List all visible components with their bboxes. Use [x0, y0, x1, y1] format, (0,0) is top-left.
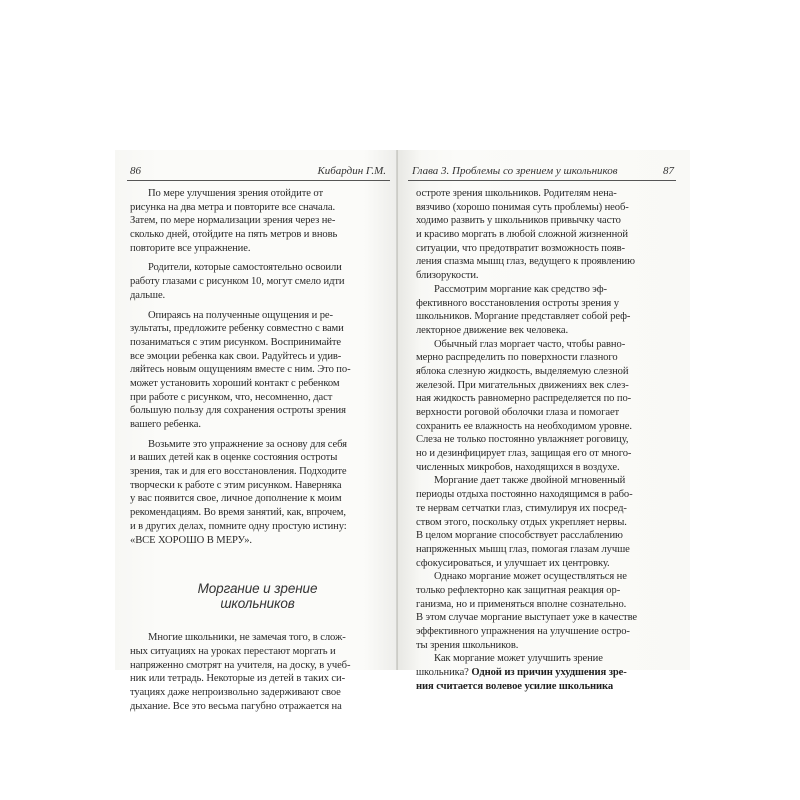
text-line: и в других делах, помните одну простую истину: — [130, 520, 347, 532]
text-line: Слеза не только постоянно увлажняет роговицу, — [416, 434, 629, 446]
header-rule — [408, 180, 676, 181]
text-line: «ВСЕ ХОРОШО В МЕРУ». — [130, 534, 252, 546]
running-head: Кибардин Г.М. — [317, 165, 386, 177]
text-line: у вас появится свое, личное дополнение к моим — [130, 493, 342, 505]
text-bold: Одной из причин ухудшения зре- — [471, 667, 627, 679]
text-line: близорукости. — [416, 270, 479, 282]
text-line: дальше. — [130, 289, 166, 301]
text-line: Возьмите это упражнение за основу для себя — [148, 438, 347, 450]
text-line: и красиво моргать в любой сложной жизненной — [416, 229, 628, 241]
text-line: вашего ребенка. — [130, 419, 201, 430]
text-line: те нервам сетчатки глаз, стимулируя их посред- — [416, 502, 627, 514]
text-line: работу глазами с рисунком 10, могут смело идти — [130, 276, 345, 288]
text-line: при работе с рисунком, что, несомненно, даст — [130, 391, 333, 403]
text-line: Как моргание может улучшить зрение — [434, 653, 603, 665]
text-line: Моргание дает также двойной мгновенный — [434, 475, 626, 487]
text-line: но и дезинфицирует глаз, защищая его от много- — [416, 448, 632, 460]
text-line: ления спазма мышц глаз, ведущего к проявлению — [416, 256, 635, 268]
text-line: яблока слезную жидкость, выделяемую слезной — [416, 365, 629, 377]
text-line: ных ситуациях на уроках перестают моргать и — [130, 645, 336, 657]
text-line: В целом моргание способствует расслаблению — [416, 530, 623, 542]
text-line: и ваших детей как в оценке состояния остроты — [130, 452, 338, 464]
text-line — [416, 680, 674, 694]
text-line: дыхание. Все это весьма пагубно отражается на — [130, 700, 342, 712]
text-line: Опираясь на полученные ощущения и ре- — [148, 309, 333, 321]
text-line: большую пользу для сохранения остроты зрения — [130, 405, 346, 417]
page-number: 87 — [663, 165, 674, 177]
text-line: верхности роговой оболочки глаза и помогает — [416, 407, 620, 418]
text-line: сколько дней, отойдите на пять метров и вновь — [130, 229, 338, 241]
text-line: напряженно смотрят на учителя, на доску, в учеб- — [130, 659, 351, 671]
section-heading: Моргание и зрение — [197, 581, 318, 597]
text-line: лекторное движение век человека. — [416, 324, 568, 336]
text-line — [416, 666, 674, 680]
text-line: ством этого, поскольку отдых укрепляет нервы. — [416, 516, 627, 528]
text-line: железой. При мигательных движениях век слез- — [416, 379, 629, 391]
section-heading: школьников — [220, 596, 295, 612]
text-line: ляйтесь новым ощущениям вместе с ним. Это по- — [130, 364, 351, 376]
text-bold: ния считается волевое усилие школьника — [416, 680, 614, 692]
text-line: Затем, по мере нормализации зрения через не- — [130, 215, 336, 227]
text-line: численных микробов, находящихся в воздухе. — [416, 461, 620, 473]
text-line: По мере улучшения зрения отойдите от — [148, 188, 323, 199]
text-line: остроте зрения школьников. Родителям нена- — [416, 188, 617, 199]
text-plain: школьника? — [416, 667, 472, 679]
text-line: напряженных мышц глаз, помогая глазам лучше — [416, 543, 630, 555]
text-line: повторите все упражнение. — [130, 242, 251, 254]
text-line: Родители, которые самостоятельно освоили — [148, 262, 342, 274]
page-number: 86 — [130, 165, 141, 177]
text-line: периоды отдыха постоянно находящимся в рабо- — [416, 489, 633, 501]
header-rule — [127, 180, 390, 181]
text-line: зрения, так и для его восстановления. Подходите — [130, 466, 347, 478]
book-spread — [115, 150, 690, 712]
text-line: рекомендациям. Во время занятий, как, впрочем, — [130, 507, 346, 519]
text-line: туациях даже непроизвольно задерживают свое — [130, 686, 341, 698]
text-line: мерно распределить по поверхности глазного — [416, 352, 618, 364]
text-line: эффективного упражнения на улучшение остро- — [416, 626, 630, 637]
text-line: сохранить ее влажность на необходимом уровне. — [416, 420, 632, 432]
text-line: ганизма, но и применяться вполне сознательно. — [416, 598, 627, 610]
text-line: Многие школьники, не замечая того, в слож- — [148, 632, 346, 644]
text-line: Рассмотрим моргание как средство эф- — [434, 283, 607, 295]
running-head: Глава 3. Проблемы со зрением у школьников — [412, 165, 618, 177]
text-line: только рефлекторно как защитная реакция ор- — [416, 584, 621, 596]
page-body — [130, 187, 385, 713]
text-line: ходимо развить у школьников привычку часто — [416, 215, 621, 227]
text-line: позаниматься с этим рисунком. Воспринимайте — [130, 336, 342, 348]
text-line: В этом случае моргание выступает уже в качестве — [416, 612, 638, 624]
text-line: школьников. Моргание представляет собой реф- — [416, 311, 631, 323]
text-line: сфокусироваться, и улучшает их центровку. — [416, 557, 610, 569]
text-line: вязчиво (хорошо понимая суть проблемы) необ- — [416, 201, 629, 213]
left-page — [115, 150, 398, 712]
text-line: Однако моргание может осуществляться не — [434, 571, 627, 583]
text-line: ник или тетрадь. Некоторые из детей в таких си- — [130, 673, 346, 685]
text-line: ситуации, что предотвратит возможность появ- — [416, 242, 625, 254]
text-line: зультаты, предложите ребенку совместно с вами — [130, 323, 344, 335]
text-line: ная жидкость равномерно распределяется по по- — [416, 393, 632, 405]
text-line: может установить хороший контакт с ребенком — [130, 377, 340, 389]
text-line: рисунка на два метра и повторите все сначала. — [130, 201, 336, 213]
right-page — [398, 150, 690, 692]
text-line: все эмоции ребенка как свои. Радуйтесь и удив- — [130, 350, 342, 362]
text-line: фективного восстановления остроты зрения у — [416, 297, 619, 309]
text-line: ты зрения школьников. — [416, 639, 519, 651]
page-body — [416, 187, 674, 693]
text-line: Обычный глаз моргает часто, чтобы равно- — [434, 338, 626, 350]
text-line: творчески к работе с этим рисунком. Наверняка — [130, 479, 342, 491]
